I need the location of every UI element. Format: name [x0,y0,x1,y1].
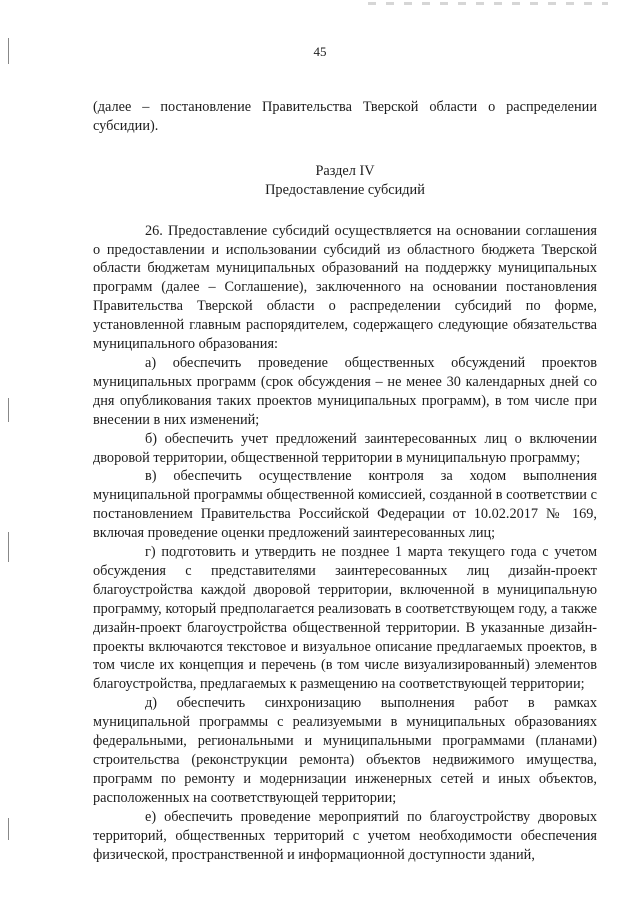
section-subtitle: Предоставление субсидий [265,181,425,198]
margin-mark [8,818,9,840]
section-heading [93,162,597,200]
section-title: Раздел IV [315,162,375,179]
paragraph-26: 26. Предоставление субсидий осуществляется на основании соглашения о предоставлении и использовании субсидий из областного бюджета Тверской области бюджетам муниципальных образований на поддержку муниципальных программ (далее – Соглашение), заключенного на основании постановления Правительства Тверской области о распределении субсидий по форме, установленной главным распорядителем, содержащего следующие обязательства муниципального образования: [93,222,597,353]
item-a: а) обеспечить проведение общественных обсуждений проектов муниципальных программ (срок обсуждения – не менее 30 календарных дней со дня опубликования таких проектов муниципальных программ), в том числе при внесении в них изменений; [93,354,597,428]
margin-mark [8,398,9,422]
page-number: 45 [313,44,327,59]
margin-mark [8,532,9,562]
item-d: д) обеспечить синхронизацию выполнения работ в рамках муниципальной программы с реализуемыми в муниципальных образованиях федеральными, региональными и муниципальными программами (планами) строительства (реконструкции ремонта) объектов недвижимого имущества, программ по ремонту и модернизации инженерных сетей и иных объектов, расположенных на соответствующей территории; [93,695,597,806]
item-b: б) обеспечить учет предложений заинтересованных лиц о включении дворовой территории, общественной территории в муниципальную программу; [93,430,597,466]
item-v: в) обеспечить осуществление контроля за ходом выполнения муниципальной программы общественной комиссией, созданной в соответствии с постановлением Правительства Российской Федерации от 10.02.2017 № 169, включая проведение оценки предложений заинтересованных лиц; [93,468,597,542]
item-g: г) подготовить и утвердить не позднее 1 марта текущего года с учетом обсуждения с представителями заинтересованных лиц дизайн-проект благоустройства каждой дворовой территории, включенной в муниципальную программу, который предполагается реализовать в соответствующем году, а также дизайн-проект благоустройства общественной территории. В указанные дизайн-проекты включаются текстовое и визуальное описание предлагаемых проектов, в том числе их концепция и перечень (в том числе визуализированный) элементов благоустройства, предлагаемых к размещению на соответствующей территории; [93,544,597,693]
scan-artifact [368,2,608,5]
intro-text: (далее – постановление Правительства Тверской области о распределении субсидии). [93,99,597,134]
item-e: е) обеспечить проведение мероприятий по благоустройству дворовых территорий, общественных территорий с учетом необходимости обеспечения физической, пространственной и информационной доступности зданий, [93,808,597,863]
document-body [93,98,597,864]
